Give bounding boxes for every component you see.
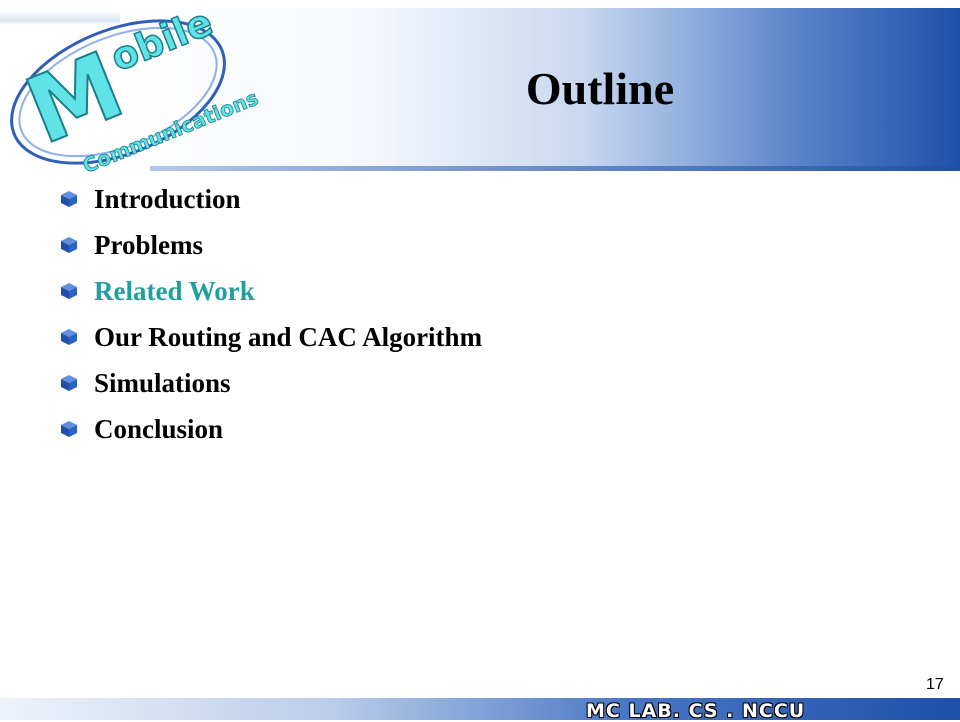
page-number: 17 xyxy=(926,676,944,693)
logo-letter-m: M xyxy=(12,31,138,166)
outline-item-label: Problems xyxy=(94,229,203,260)
logo-word-communications: Communications xyxy=(79,85,262,178)
cube-bullet-icon xyxy=(60,374,78,392)
outline-item-label: Related Work xyxy=(94,275,255,306)
footer-lab-name: MC LAB. CS . NCCU xyxy=(586,700,806,722)
outline-item-simulations xyxy=(60,360,482,406)
outline-item-label: Introduction xyxy=(94,183,241,214)
outline-item-label: Our Routing and CAC Algorithm xyxy=(94,321,483,352)
cube-bullet-icon xyxy=(60,236,78,254)
outline-item-related-work xyxy=(60,268,482,314)
slide-title: Outline xyxy=(525,63,675,114)
outline-item-label: Simulations xyxy=(94,367,231,398)
outline-item-label: Conclusion xyxy=(94,413,224,444)
header-rule xyxy=(150,166,960,171)
outline-item-routing-cac xyxy=(60,314,482,360)
outline-item-conclusion xyxy=(60,406,482,452)
outline-item-problems xyxy=(60,222,482,268)
outline-list xyxy=(60,176,482,452)
logo-word-obile: obile xyxy=(104,0,219,80)
cube-bullet-icon xyxy=(60,328,78,346)
cube-bullet-icon xyxy=(60,282,78,300)
cube-bullet-icon xyxy=(60,190,78,208)
mobile-communications-logo xyxy=(0,0,262,178)
outline-item-introduction xyxy=(60,176,482,222)
cube-bullet-icon xyxy=(60,420,78,438)
footer-bar xyxy=(0,698,960,720)
